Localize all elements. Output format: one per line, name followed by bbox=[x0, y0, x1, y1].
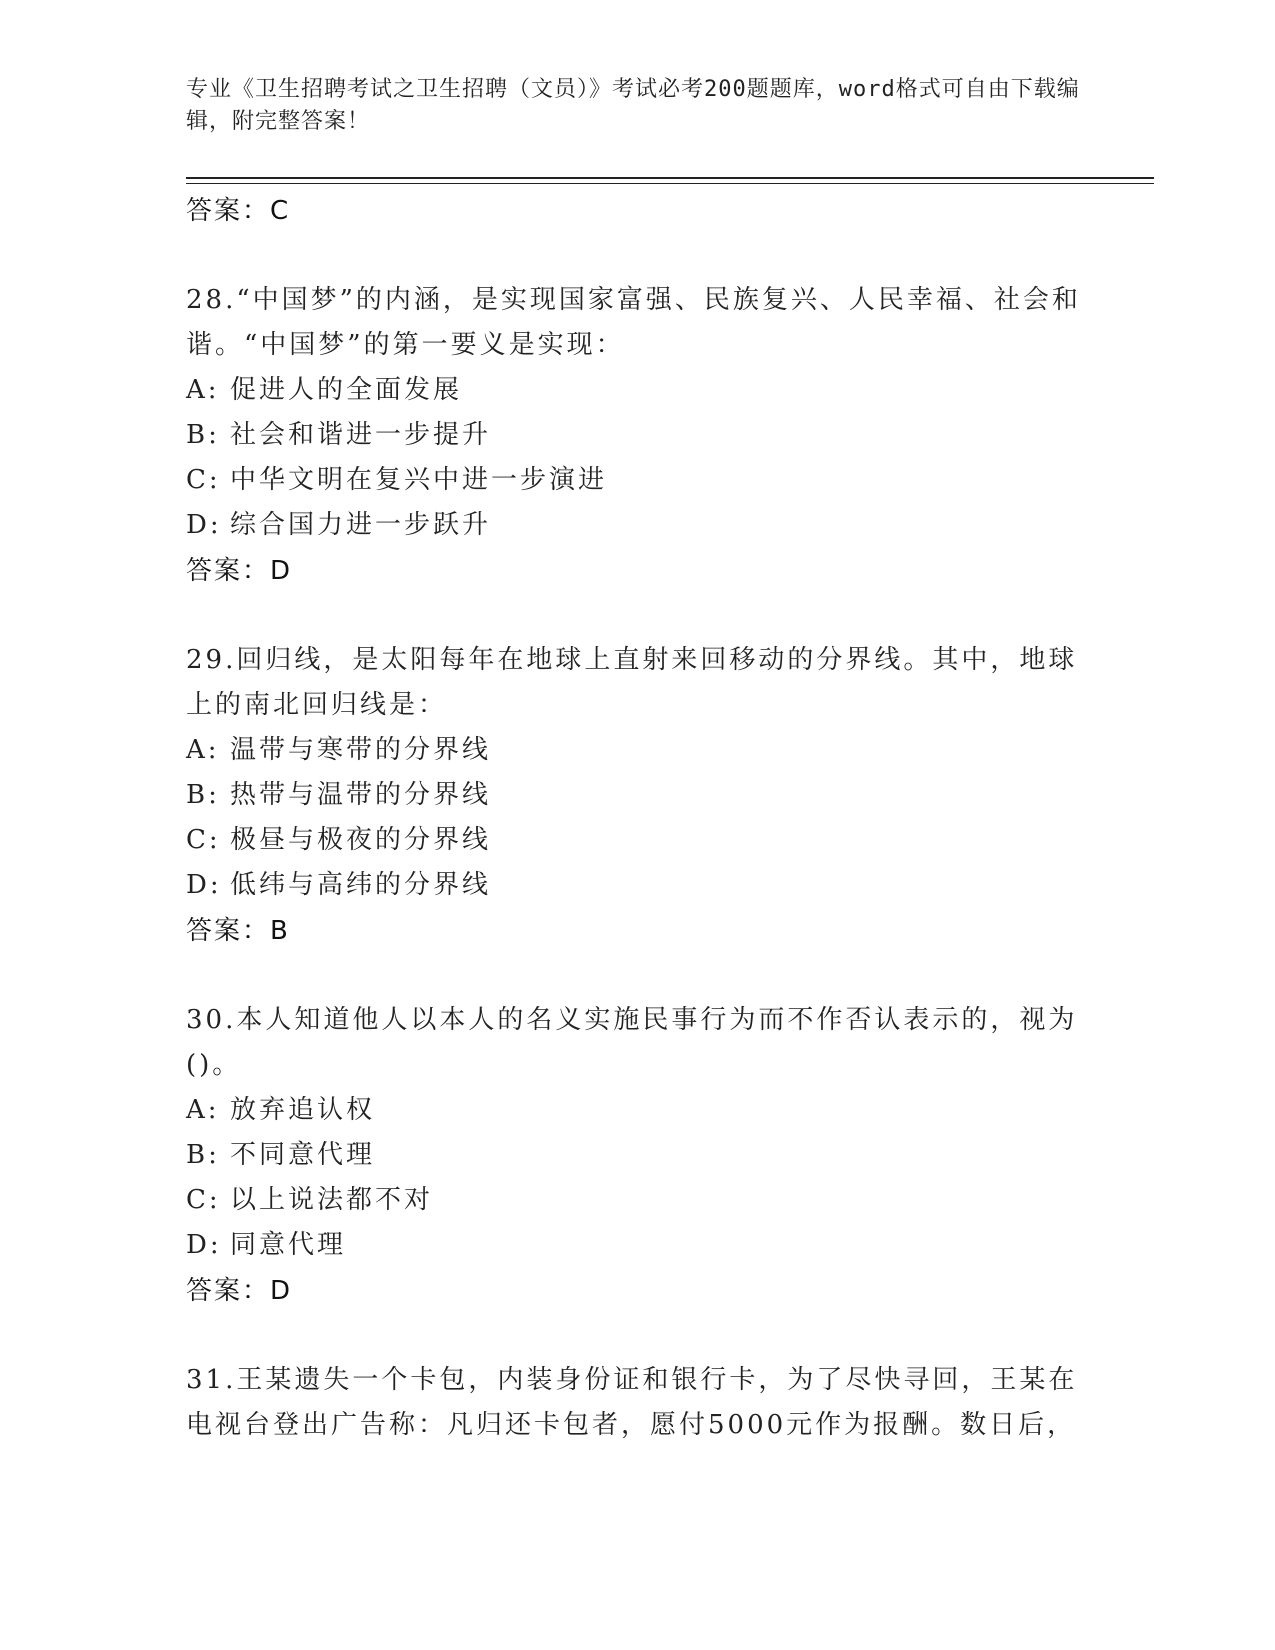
option-a bbox=[186, 728, 1086, 773]
option-text: 不同意代理 bbox=[230, 1140, 376, 1170]
question-block bbox=[186, 998, 1086, 1314]
option-text: 促进人的全面发展 bbox=[230, 375, 463, 405]
question-text: 30.本人知道他人以本人的名义实施民事行为而不作否认表示的，视为()。 bbox=[186, 1005, 1078, 1080]
option-c bbox=[186, 1178, 1086, 1223]
answer-line: 答案：D bbox=[186, 556, 293, 586]
question-text: 31.王某遗失一个卡包，内装身份证和银行卡，为了尽快寻回，王某在电视台登出广告称：凡归还卡包者，愿付5000元作为报酬。数日后， bbox=[186, 1365, 1078, 1440]
option-letter: A: bbox=[186, 1095, 220, 1125]
option-d bbox=[186, 503, 1086, 548]
option-text: 综合国力进一步跃升 bbox=[230, 510, 492, 540]
answer-line: 答案：B bbox=[186, 916, 290, 946]
question-text: 29.回归线，是太阳每年在地球上直射来回移动的分界线。其中，地球上的南北回归线是： bbox=[186, 645, 1078, 720]
option-c bbox=[186, 818, 1086, 863]
option-letter: B: bbox=[186, 780, 220, 810]
question-list bbox=[186, 188, 1086, 1448]
option-a bbox=[186, 1088, 1086, 1133]
option-d bbox=[186, 1223, 1086, 1268]
option-letter: A: bbox=[186, 375, 220, 405]
answer-line: 答案：C bbox=[186, 196, 291, 226]
option-letter: D: bbox=[186, 870, 222, 900]
option-d bbox=[186, 863, 1086, 908]
option-a bbox=[186, 368, 1086, 413]
option-text: 同意代理 bbox=[230, 1230, 347, 1260]
option-letter: B: bbox=[186, 1140, 220, 1170]
option-text: 温带与寒带的分界线 bbox=[230, 735, 492, 765]
option-letter: C: bbox=[186, 1185, 221, 1215]
option-text: 以上说法都不对 bbox=[230, 1185, 434, 1215]
option-text: 热带与温带的分界线 bbox=[230, 780, 492, 810]
document-header: 专业《卫生招聘考试之卫生招聘（文员）》考试必考200题题库，word格式可自由下载编辑，附完整答案！ bbox=[186, 77, 1080, 134]
option-letter: C: bbox=[186, 825, 221, 855]
option-letter: A: bbox=[186, 735, 220, 765]
option-text: 放弃追认权 bbox=[230, 1095, 376, 1125]
question-block bbox=[186, 638, 1086, 954]
option-letter: B: bbox=[186, 420, 220, 450]
option-letter: D: bbox=[186, 1230, 222, 1260]
option-text: 低纬与高纬的分界线 bbox=[230, 870, 492, 900]
option-letter: C: bbox=[186, 465, 221, 495]
option-b bbox=[186, 413, 1086, 458]
question-block bbox=[186, 1358, 1086, 1448]
question-text: 28.“中国梦”的内涵，是实现国家富强、民族复兴、人民幸福、社会和谐。“中国梦”的第一要义是实现： bbox=[186, 285, 1081, 360]
option-b bbox=[186, 773, 1086, 818]
option-text: 社会和谐进一步提升 bbox=[230, 420, 492, 450]
question-block bbox=[186, 278, 1086, 594]
header-divider-thick bbox=[186, 177, 1154, 179]
option-text: 极昼与极夜的分界线 bbox=[230, 825, 492, 855]
option-letter: D: bbox=[186, 510, 222, 540]
answer-line: 答案：D bbox=[186, 1276, 293, 1306]
option-b bbox=[186, 1133, 1086, 1178]
header-divider-thin bbox=[186, 183, 1154, 184]
option-c bbox=[186, 458, 1086, 503]
option-text: 中华文明在复兴中进一步演进 bbox=[230, 465, 608, 495]
